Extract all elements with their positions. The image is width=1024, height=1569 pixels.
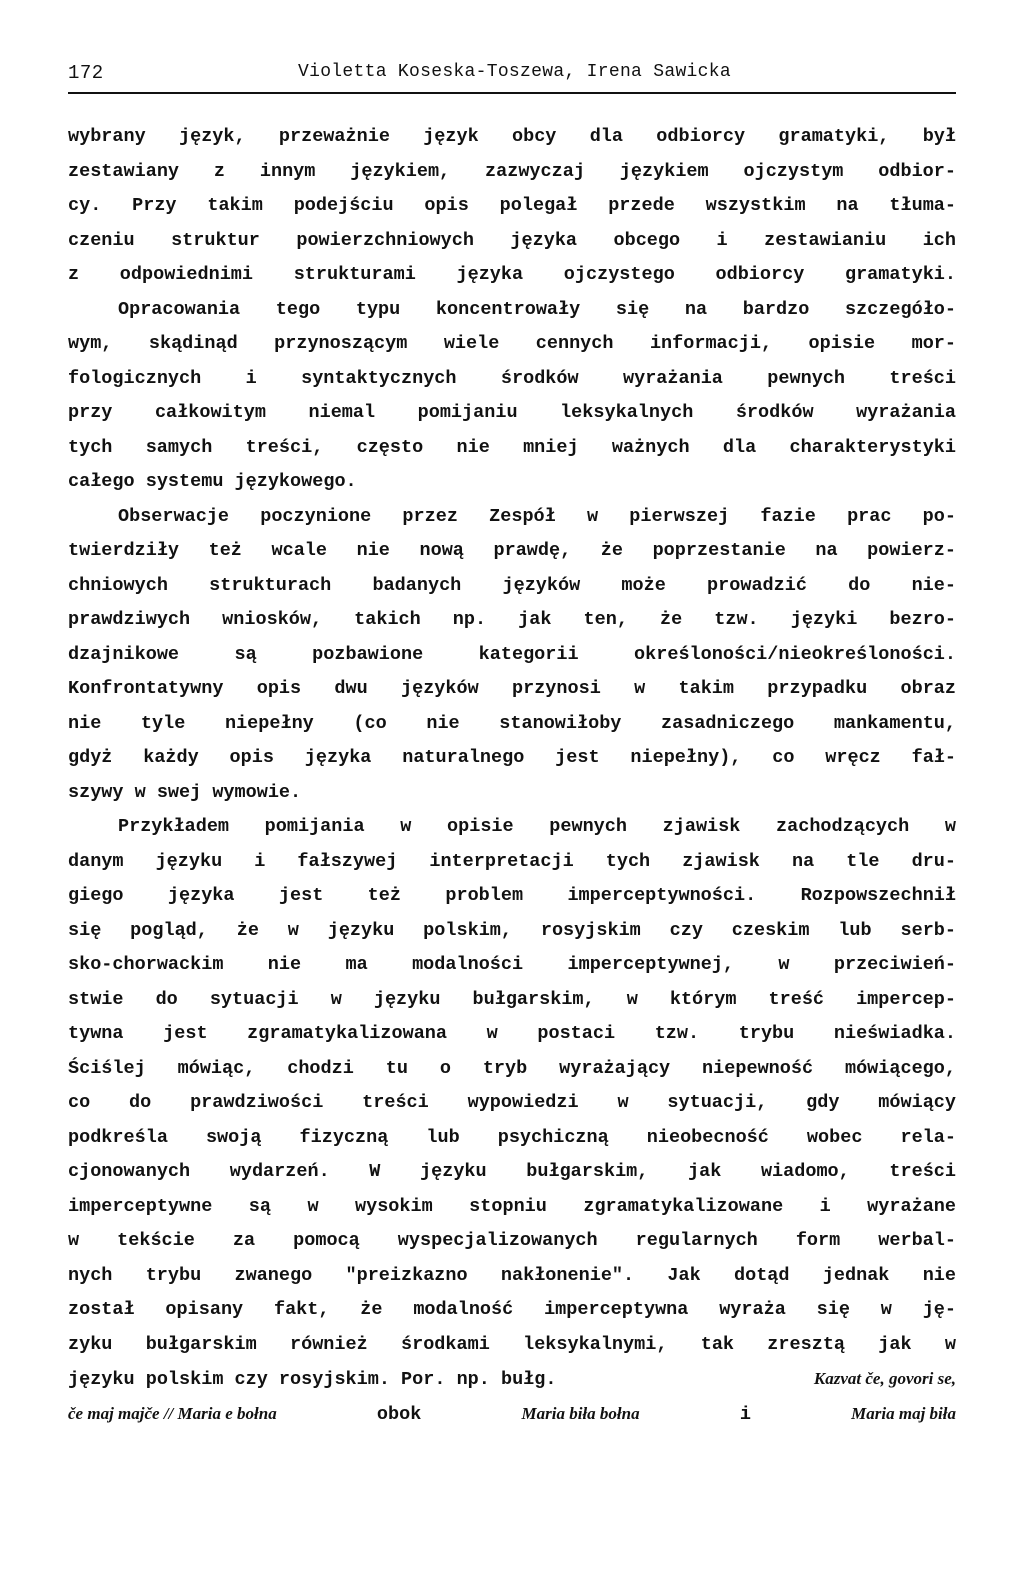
running-head: Violetta Koseska-Toszewa, Irena Sawicka [298,62,731,82]
text-line: imperceptywne są w wysokim stopniu zgramatykalizowane i wyrażane [68,1195,956,1217]
text-line: gdyż każdy opis języka naturalnego jest niepełny), co wręcz fał- [68,747,956,768]
text-segment: języku polskim czy rosyjskim. Por. np. bułg. [68,1369,557,1390]
header-rule [68,92,956,94]
text-segment: obok [376,1403,422,1425]
example-italic: če maj majče // Maria e bołna [68,1403,277,1423]
text-line: co do prawdziwości treści wypowiedzi w sytuacji, gdy mówiący [68,1092,956,1113]
text-line: szywy w swej wymowie. [68,781,302,803]
text-line: dzajnikowe są pozbawione kategorii określoności/nieokreśloności. [68,643,956,665]
text-line: fologicznych i syntaktycznych środków wyrażania pewnych treści [68,367,956,389]
text-segment: i [739,1403,751,1425]
text-line: zestawiany z innym językiem, zazwyczaj językiem ojczystym odbior- [68,160,956,182]
text-line: z odpowiednimi strukturami języka ojczystego odbiorcy gramatyki. [68,264,956,285]
text-line: w tekście za pomocą wyspecjalizowanych regularnych form werbal- [68,1230,956,1251]
text-line: Przykładem pomijania w opisie pewnych zjawisk zachodzących w [118,816,956,837]
text-line: czeniu struktur powierzchniowych języka obcego i zestawianiu ich [68,229,956,251]
text-line: cy. Przy takim podejściu opis polegał przede wszystkim na tłuma- [68,195,956,216]
text-line: sko-chorwackim nie ma modalności imperceptywnej, w przeciwień- [68,954,956,975]
paragraph-1 [68,120,956,293]
text-line-with-examples [68,1397,956,1432]
text-line: wym, skądinąd przynoszącym wiele cennych informacji, opisie mor- [68,333,956,354]
text-line: chniowych strukturach badanych języków może prowadzić do nie- [68,574,956,596]
text-line: prawdziwych wniosków, takich np. jak ten, że tzw. języki bezro- [68,609,956,630]
page-number: 172 [68,62,104,84]
text-line: nych trybu zwanego "preizkazno nakłonenie". Jak dotąd jednak nie [68,1264,956,1286]
page-header [68,62,956,92]
text-line: Konfrontatywny opis dwu języków przynosi w takim przypadku obraz [68,678,956,699]
text-line: tywna jest zgramatykalizowana w postaci tzw. trybu nieświadka. [68,1023,956,1044]
text-line: nie tyle niepełny (co nie stanowiłoby zasadniczego mankamentu, [68,712,956,734]
paragraph-2 [68,293,956,500]
text-line: zyku bułgarskim również środkami leksykalnymi, tak zresztą jak w [68,1333,956,1355]
text-line: cjonowanych wydarzeń. W języku bułgarskim, jak wiadomo, treści [68,1161,956,1182]
text-line: całego systemu językowego. [68,471,357,492]
text-line: tych samych treści, często nie mniej ważnych dla charakterystyki [68,436,956,458]
text-line: giego języka jest też problem imperceptywności. Rozpowszechnił [68,885,956,906]
example-italic: Maria biła bołna [521,1403,640,1423]
text-line: Ściślej mówiąc, chodzi tu o tryb wyrażający niepewność mówiącego, [68,1057,956,1079]
text-line-with-example [68,1362,956,1397]
body-text [68,120,956,1431]
text-line: został opisany fakt, że modalność imperceptywna wyraża się w ję- [68,1299,956,1320]
paragraph-4 [68,810,956,1431]
example-italic: Maria maj biła [851,1403,956,1423]
text-line: danym języku i fałszywej interpretacji tych zjawisk na tle dru- [68,850,956,872]
example-italic: Kazvat če, govori se, [813,1369,956,1388]
paragraph-3 [68,500,956,811]
text-line: podkreśla swoją fizyczną lub psychiczną nieobecność wobec rela- [68,1126,956,1148]
text-line: Obserwacje poczynione przez Zespół w pierwszej fazie prac po- [118,505,956,527]
text-line: twierdziły też wcale nie nową prawdę, że poprzestanie na powierz- [68,540,956,561]
text-line: wybrany język, przeważnie język obcy dla odbiorcy gramatyki, był [68,126,956,147]
text-line: przy całkowitym niemal pomijaniu leksykalnych środków wyrażania [68,402,956,423]
text-line: Opracowania tego typu koncentrowały się na bardzo szczegóło- [118,298,956,320]
text-line: się pogląd, że w języku polskim, rosyjskim czy czeskim lub serb- [68,919,956,941]
text-line: stwie do sytuacji w języku bułgarskim, w którym treść impercep- [68,988,956,1010]
